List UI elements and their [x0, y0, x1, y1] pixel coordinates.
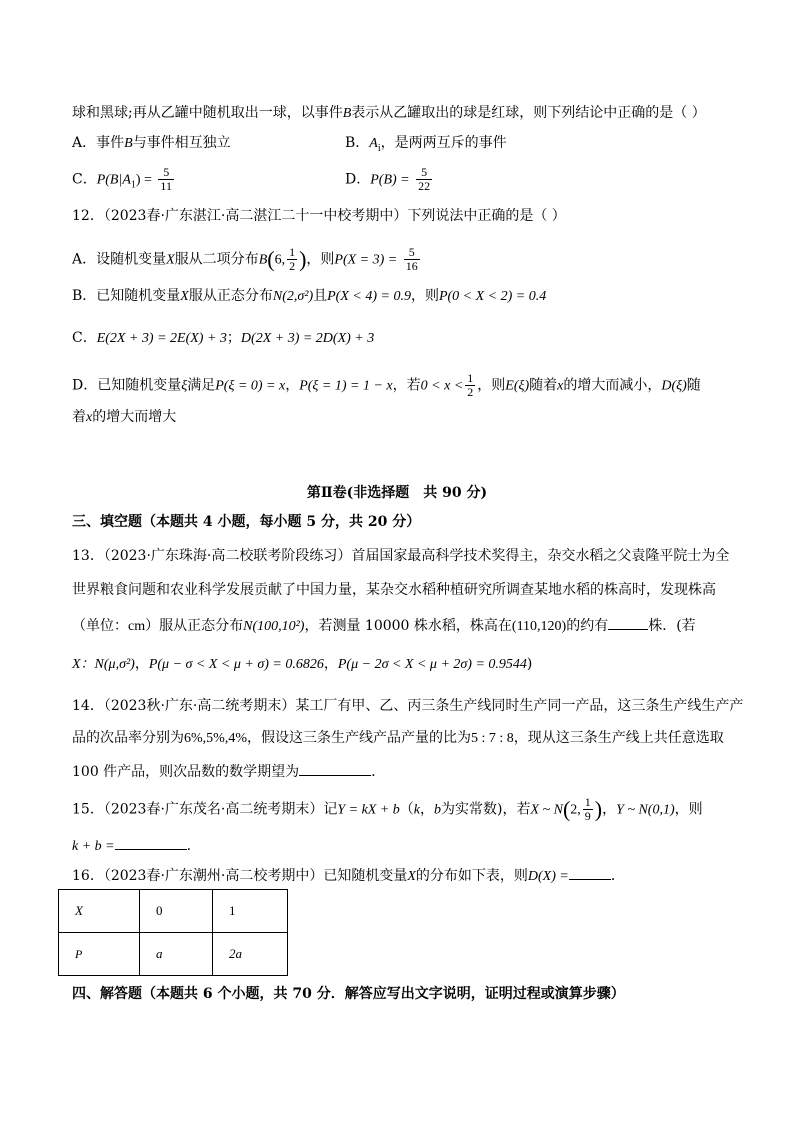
fraction: $\frac{1}{2}$ — [467, 371, 474, 399]
fraction: $\frac{1}{2}$ — [289, 245, 296, 273]
answer-blank[interactable] — [299, 760, 371, 776]
section-3-title: 三、填空题（本题共 4 小题，每小题 5 分，共 20 分） — [72, 514, 421, 530]
answer-blank[interactable] — [569, 864, 611, 880]
q12-option-d-cont: 着x的增大而增大 — [72, 409, 177, 425]
q12-option-a[interactable]: A．设随机变量X服从二项分布B(6, $\frac{1}{2}$ )，则P(X = 3) = $\frac{5}{16}$ — [72, 245, 418, 273]
table-row — [59, 890, 288, 933]
q15-line-1: 15．（2023春·广东茂名·高二统考期末）记Y = kX + b（k，b为实常数)，若X ~ N(2, $\frac{1}{9}$ )，Y ~ N(0,1)，则 — [72, 795, 703, 823]
table-cell: X — [59, 890, 140, 933]
distribution-table — [58, 889, 288, 976]
table-cell: 1 — [213, 890, 288, 933]
q12-option-c[interactable]: C．E(2X + 3) = 2E(X) + 3；D(2X + 3) = 2D(X) + 3 — [72, 330, 375, 346]
section-2-title: 第Ⅱ卷(非选择题 共 90 分) — [306, 485, 488, 501]
table-cell: 2a — [213, 933, 288, 976]
q11-continuation: 球和黑球;再从乙罐中随机取出一球，以事件B表示从乙罐取出的球是红球，则下列结论中正确的是（ ） — [72, 105, 706, 121]
q11-option-a[interactable]: A．事件B与事件相互独立 — [72, 135, 231, 151]
q15-line-2: k + b = . — [72, 834, 191, 857]
table-cell: P — [59, 933, 140, 976]
q11-option-d[interactable]: D．P(B) = $\frac{5}{22}$ — [345, 165, 431, 193]
q14-line-1: 14．（2023秋·广东·高二统考期末）某工厂有甲、乙、丙三条生产线同时生产同一产品，这三条生产线生产产 — [72, 698, 744, 714]
fraction: $\frac{5}{11}$ — [160, 165, 172, 193]
q13-line-2: 世界粮食问题和农业科学发展贡献了中国力量，某杂交水稻种植研究所调查某地水稻的株高时，发现株高 — [72, 582, 716, 598]
table-row — [59, 933, 288, 976]
q11-option-b[interactable]: B．$A_i$，是两两互斥的事件 — [345, 135, 507, 154]
answer-blank[interactable] — [115, 834, 187, 850]
q11-option-c[interactable]: C．$P(B|A_1)$ = $\frac{5}{11}$ — [72, 165, 172, 193]
q14-line-3: 100 件产品，则次品数的数学期望为 . — [72, 760, 376, 782]
q12-option-b[interactable]: B．已知随机变量X服从正态分布N(2,σ²)且P(X < 4) = 0.9，则P(0 < X < 2) = 0.4 — [72, 288, 547, 304]
table-cell: a — [140, 933, 213, 976]
q16-line-1: 16．（2023春·广东潮州·高二校考期中）已知随机变量X的分布如下表，则D(X) = ． — [72, 864, 625, 887]
section-4-title: 四、解答题（本题共 6 个小题，共 70 分．解答应写出文字说明，证明过程或演算步骤） — [72, 986, 625, 1002]
fraction: $\frac{1}{9}$ — [584, 795, 591, 823]
q13-line-1: 13．（2023·广东珠海·高二校联考阶段练习）首届国家最高科学技术奖得主，杂交水稻之父袁隆平院士为全 — [72, 548, 730, 564]
q12-stem: 12．（2023春·广东湛江·高二湛江二十一中校考期中）下列说法中正确的是（ ） — [72, 208, 566, 224]
q14-line-2: 品的次品率分别为6%,5%,4%，假设这三条生产线产品产量的比为5 : 7 : 8，现从这三条生产线上共任意选取 — [72, 730, 724, 746]
answer-blank[interactable] — [608, 614, 648, 630]
q12-option-d[interactable]: D．已知随机变量ξ满足P(ξ = 0) = x，P(ξ = 1) = 1 − x，若0 < x < $\frac{1}{2}$ ，则E(ξ)随着x的增大而减小，D(ξ)随 — [72, 371, 701, 399]
table-cell: 0 — [140, 890, 213, 933]
q13-line-3: （单位：cm）服从正态分布N(100,10²)，若测量 10000 株水稻，株高在(110,120)的约有 株．(若 — [72, 614, 696, 637]
fraction: $\frac{5}{22}$ — [418, 165, 431, 193]
q13-line-4: X：N(μ,σ²)，P(μ − σ < X < μ + σ) = 0.6826，P(μ − 2σ < X < μ + 2σ) = 0.9544) — [72, 656, 533, 672]
fraction: $\frac{5}{16}$ — [405, 245, 418, 273]
